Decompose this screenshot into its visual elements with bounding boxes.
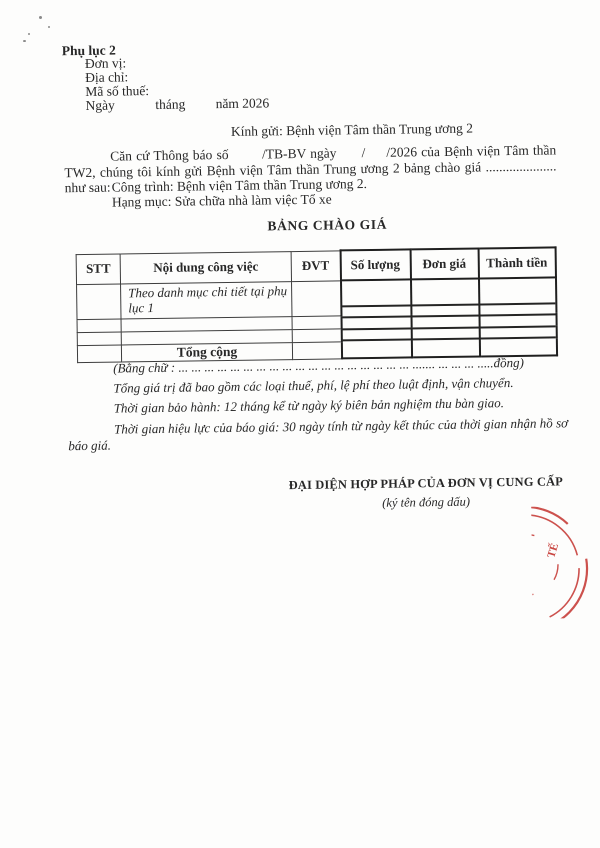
quote-table-title: BẢNG CHÀO GIÁ: [267, 216, 388, 234]
header-noi-dung: Nội dung công việc: [120, 251, 291, 283]
stamp-partial-text: TẾ: [545, 541, 562, 560]
appendix-label: Phụ lục 2: [61, 42, 116, 59]
total-label-cell: Tổng cộng: [121, 342, 292, 361]
table-cell: [292, 315, 341, 329]
salutation-line: Kính gửi: Bệnh viện Tâm thần Trung ương 2: [230, 120, 474, 139]
table-cell: [478, 277, 555, 313]
header-stt: STT: [76, 253, 120, 284]
header-dvt: ĐVT: [291, 250, 340, 281]
signature-block: [288, 474, 564, 512]
header-so-luong: Số lượng: [340, 249, 410, 280]
table-cell: [292, 280, 341, 316]
warranty-note: Thời gian bảo hành: 12 tháng kể từ ngày ký biên bản nghiệm thu bàn giao.: [113, 395, 505, 416]
header-don-gia: Đơn giá: [410, 248, 478, 279]
intro-paragraph: Căn cứ Thông báo số /TB-BV ngày / /2026 của Bệnh viện Tâm thần TW2, chúng tôi kính gửi Bệnh viện Tâm thần Trung ương 2 bảng chào giá ..................... như sau:: [64, 142, 560, 196]
tax-note: Tổng giá trị đã bao gồm các loại thuế, phí, lệ phí theo luật định, vận chuyển.: [113, 375, 514, 396]
table-cell: [292, 341, 341, 359]
signature-note: (ký tên đóng dấu): [382, 494, 471, 510]
date-line: Ngày tháng năm 2026: [85, 95, 270, 113]
table-cell: [410, 278, 478, 314]
table-cell: [292, 328, 341, 342]
header-meta-block: [85, 54, 269, 113]
table-cell: [77, 318, 121, 332]
amount-in-words-line: (Bằng chữ : ... ... ... ... ... ... ... ... ... ... ... ... ... ... ... ... ... ... ....... ... ... ... .....đồng): [113, 354, 525, 376]
red-stamp-icon: [531, 506, 600, 619]
signature-title: ĐẠI DIỆN HỢP PHÁP CỦA ĐƠN VỊ CUNG CẤP: [288, 474, 564, 493]
table-cell: [77, 331, 121, 345]
header-thanh-tien: Thành tiền: [478, 247, 555, 278]
table-cell: [340, 279, 410, 315]
unit-label: Đơn vị:: [84, 55, 127, 71]
project-line: Công trình: Bệnh viện Tâm thần Trung ương 2.: [111, 176, 368, 195]
row-note-cell: Theo danh mục chi tiết tại phụ lục 1: [121, 281, 292, 318]
table-cell: [77, 344, 121, 362]
tax-code-label: Mã số thuế:: [85, 83, 150, 99]
category-line: Hạng mục: Sửa chữa nhà làm việc Tổ xe: [111, 191, 332, 210]
address-label: Địa chỉ:: [85, 69, 129, 85]
table-cell: [77, 283, 121, 319]
validity-note: Thời gian hiệu lực của báo giá: 30 ngày tính từ ngày kết thúc của thời gian nhận hồ sơ báo giá.: [68, 415, 569, 453]
